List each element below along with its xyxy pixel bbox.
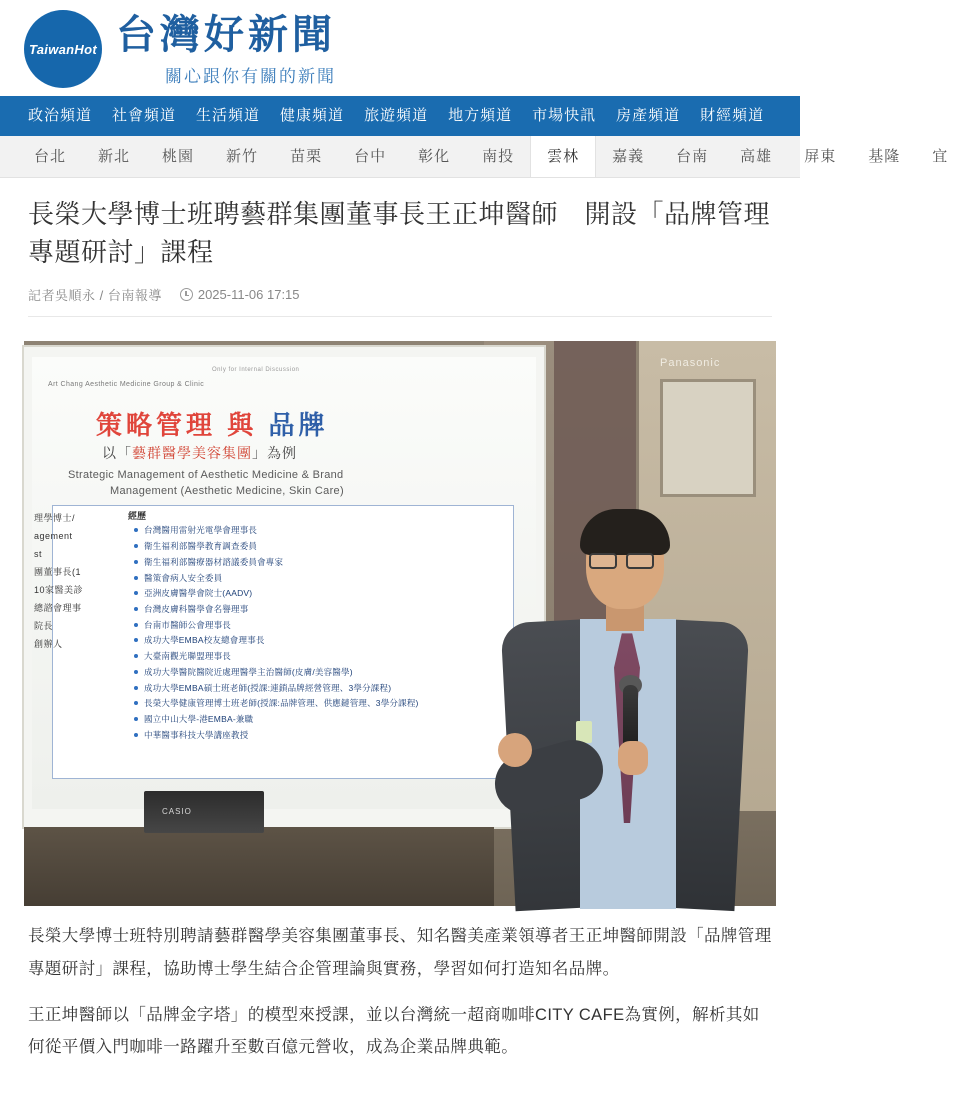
list-item: 台南市醫師公會理事長 — [132, 618, 502, 634]
article-body — [0, 906, 800, 1101]
city-chiayi[interactable]: 嘉義 — [612, 148, 645, 165]
list-item: 成功大學EMBA校友總會理事長 — [132, 633, 502, 649]
city-hsinchu[interactable]: 新竹 — [226, 148, 259, 165]
nav-item-market[interactable]: 市場快訊 — [532, 107, 597, 124]
city-pingtung[interactable]: 屏東 — [804, 148, 837, 165]
city-taoyuan[interactable]: 桃園 — [162, 148, 195, 165]
laptop-brand-label: CASIO — [162, 807, 192, 817]
city-yilan[interactable]: 宜 — [932, 148, 949, 165]
projection-screen — [24, 347, 544, 827]
slide-left-label: 總諮會理事 — [34, 603, 82, 614]
slide-left-label: 院長 — [34, 621, 54, 632]
slide-bullet-list — [132, 523, 502, 743]
slide-english-line-1: Strategic Management of Aesthetic Medicine & Brand — [68, 469, 344, 482]
page-title: 長榮大學博士班聘藝群集團董事長王正坤醫師 開設「品牌管理專題研討」課程 — [28, 199, 771, 267]
article-paragraph: 長榮大學博士班特別聘請藝群醫學美容集團董事長、知名醫美產業領導者王正坤醫師開設「品牌管理專題研討」課程，協助博士學生結合企管理論與實務，學習如何打造知名品牌。 — [28, 927, 772, 978]
article-photo-wrap — [0, 327, 800, 906]
nav-item-finance[interactable]: 財經頻道 — [700, 107, 765, 124]
city-new-taipei[interactable]: 新北 — [98, 148, 131, 165]
list-item: 衛生福利部醫學教育調查委員 — [132, 539, 502, 555]
primary-nav — [0, 96, 800, 136]
list-item: 台灣醫用雷射光電學會理事長 — [132, 523, 502, 539]
nav-item-life[interactable]: 生活頻道 — [196, 107, 261, 124]
logo-title: 台灣好新聞 — [116, 12, 336, 57]
nav-item-travel[interactable]: 旅遊頻道 — [364, 107, 429, 124]
logo-wordmark[interactable] — [116, 12, 336, 87]
slide-title-brand: 品牌 — [268, 410, 329, 441]
slide-left-column — [32, 509, 120, 653]
slide-topline: Only for Internal Discussion — [212, 367, 300, 374]
list-item: 大臺南觀光聯盟理事長 — [132, 649, 502, 665]
slide-left-label: 團董事長(1 — [34, 567, 82, 578]
photo-desk — [24, 827, 494, 906]
slide-left-label: 創辦人 — [34, 639, 63, 650]
list-item: 國立中山大學-港EMBA-兼職 — [132, 712, 502, 728]
list-item: 衛生福利部醫療器材諮議委員會專家 — [132, 555, 502, 571]
city-nantou[interactable]: 南投 — [482, 148, 515, 165]
slide-left-label: st — [34, 549, 43, 560]
clock-icon — [180, 288, 193, 301]
list-item: 中華醫事科技大學講座教授 — [132, 728, 502, 744]
slide-title-main: 策略管理 — [96, 410, 217, 441]
speaker-hand-right — [618, 741, 648, 775]
list-item: 成功大學醫院醫院近處理醫學主治醫師(皮膚/美容醫學) — [132, 665, 502, 681]
projection-slide — [32, 357, 536, 809]
city-tainan[interactable]: 台南 — [676, 148, 709, 165]
article-photo — [24, 341, 776, 906]
nav-item-politics[interactable]: 政治頻道 — [28, 107, 93, 124]
slide-english-line-2: Management (Aesthetic Medicine, Skin Care) — [110, 485, 344, 498]
slide-title — [96, 405, 329, 442]
list-item: 醫策會病人安全委員 — [132, 571, 502, 587]
city-taipei[interactable]: 台北 — [34, 148, 67, 165]
byline — [28, 285, 772, 317]
byline-timestamp: 2025-11-06 17:15 — [197, 287, 300, 303]
city-changhua[interactable]: 彰化 — [418, 148, 451, 165]
glasses-icon — [589, 553, 617, 569]
photo-speaker — [494, 509, 744, 906]
photo-door-window — [660, 379, 756, 497]
list-item: 台灣皮膚科醫學會名譽理事 — [132, 602, 502, 618]
nav-item-society[interactable]: 社會頻道 — [112, 107, 177, 124]
slide-title-conj: 與 — [227, 410, 258, 441]
logo-badge-text: TaiwanHot — [29, 41, 97, 57]
logo-subtitle: 關心跟你有關的新聞 — [165, 66, 336, 86]
city-taichung[interactable]: 台中 — [354, 148, 387, 165]
slide-subtitle-suffix: 」為例 — [252, 445, 297, 462]
site-logo-icon[interactable] — [24, 10, 102, 88]
article-paragraph: 王正坤醫師以「品牌金字塔」的模型來授課，並以台灣統一超商咖啡CITY CAFE為實例，解析其如何從平價入門咖啡一路躍升至數百億元營收，成為企業品牌典範。 — [28, 1005, 760, 1056]
slide-left-label: agement — [34, 531, 73, 542]
slide-subtitle-prefix: 以「 — [102, 445, 132, 462]
city-kaohsiung[interactable]: 高雄 — [740, 148, 773, 165]
nav-item-local[interactable]: 地方頻道 — [448, 107, 513, 124]
city-miaoli[interactable]: 苗栗 — [290, 148, 323, 165]
byline-time — [180, 287, 300, 302]
speaker-hair — [580, 509, 670, 555]
slide-resume-header: 經歷 — [128, 511, 147, 522]
slide-left-label: 理學博士/ — [34, 513, 76, 524]
list-item: 亞洲皮膚醫學會院士(AADV) — [132, 586, 502, 602]
byline-author: 記者吳順永 / 台南報導 — [28, 288, 162, 304]
article-header — [0, 178, 800, 327]
slide-brandline: Art Chang Aesthetic Medicine Group & Clinic — [48, 381, 205, 389]
slide-subtitle — [102, 443, 297, 463]
list-item: 成功大學EMBA碩士班老師(授課:連鎖品牌經營管理、3學分課程) — [132, 681, 502, 697]
projector-brand-label: Panasonic — [660, 357, 721, 370]
slide-subtitle-highlight: 藝群醫學美容集團 — [132, 445, 252, 462]
list-item: 長榮大學健康管理博士班老師(授課:品牌管理、供應鏈管理、3學分課程) — [132, 696, 502, 712]
city-nav — [0, 136, 949, 178]
city-keelung[interactable]: 基隆 — [868, 148, 901, 165]
glasses-icon — [626, 553, 654, 569]
site-header — [0, 0, 800, 96]
slide-left-label: 10家醫美診 — [34, 585, 84, 596]
nav-item-property[interactable]: 房產頻道 — [616, 107, 681, 124]
nav-item-health[interactable]: 健康頻道 — [280, 107, 345, 124]
city-yunlin[interactable]: 雲林 — [530, 136, 596, 177]
